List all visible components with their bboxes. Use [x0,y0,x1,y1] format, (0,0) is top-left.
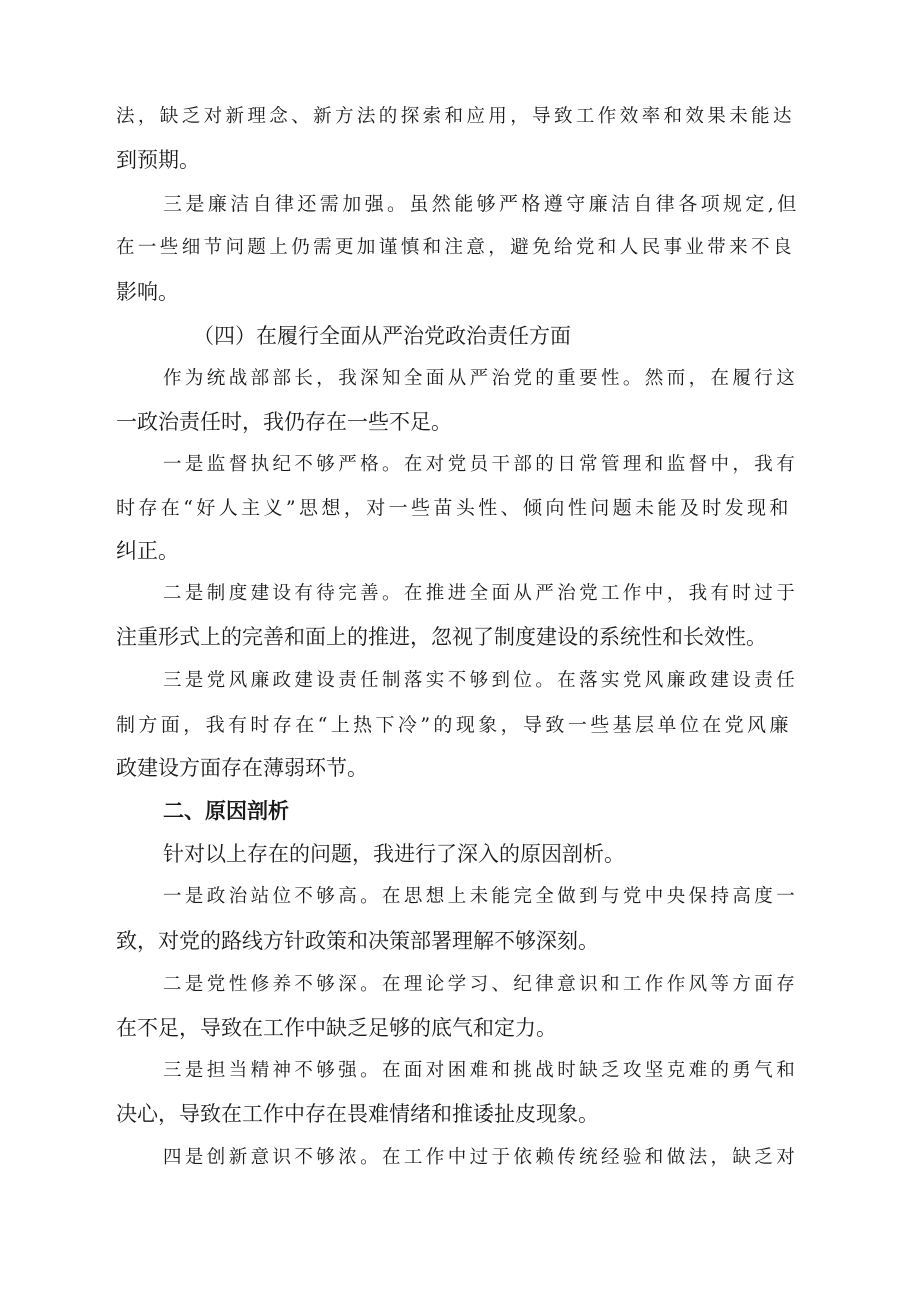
paragraph-line: 决心，导致在工作中存在畏难情绪和推诿扯皮现象。 [116,1102,599,1126]
paragraph-line: 影响。 [116,280,179,304]
paragraph-line: 二是党性修养不够深。在理论学习、纪律意识和工作作风等方面存 [163,974,799,995]
paragraph-line: 二是制度建设有待完善。在推进全面从严治党工作中，我有时过于 [163,583,799,604]
paragraph-line: 三是廉洁自律还需加强。虽然能够严格遵守廉洁自律各项规定,但 [163,193,800,215]
paragraph-line: 一政治责任时，我仍存在一些不足。 [116,410,452,434]
paragraph-line: 在不足，导致在工作中缺乏足够的底气和定力。 [116,1016,557,1040]
paragraph-line: 制方面，我有时存在“上热下冷”的现象，导致一些基层单位在党风廉 [116,714,792,736]
paragraph-line: 政建设方面存在薄弱环节。 [116,756,368,780]
paragraph-line: 针对以上存在的问题，我进行了深入的原因剖析。 [163,842,625,866]
paragraph-line: 一是政治站位不够高。在思想上未能完全做到与党中央保持高度一 [163,886,799,907]
paragraph-line: 到预期。 [116,148,200,172]
paragraph-line: 作为统战部部长，我深知全面从严治党的重要性。然而，在履行这 [163,368,799,389]
paragraph-line: 时存在“好人主义”思想，对一些苗头性、倾向性问题未能及时发现和 [116,497,792,519]
subsection-heading: （四）在履行全面从严治党政治责任方面 [193,324,571,348]
section-heading: 二、原因剖析 [163,799,289,823]
paragraph-line: 致，对党的路线方针政策和决策部署理解不够深刻。 [116,929,599,953]
paragraph-line: 法，缺乏对新理念、新方法的探索和应用，导致工作效率和效果未能达 [116,106,795,127]
paragraph-line: 三是担当精神不够强。在面对困难和挑战时缺乏攻坚克难的勇气和 [163,1060,799,1081]
paragraph-line: 注重形式上的完善和面上的推进，忽视了制度建设的系统性和长效性。 [116,625,767,649]
paragraph-line: 在一些细节问题上仍需更加谨慎和注意，避免给党和人民事业带来不良 [116,237,795,258]
paragraph-line: 四是创新意识不够浓。在工作中过于依赖传统经验和做法，缺乏对 [163,1147,799,1168]
paragraph-line: 三是党风廉政建设责任制落实不够到位。在落实党风廉政建设责任 [163,670,799,691]
paragraph-line: 一是监督执纪不够严格。在对党员干部的日常管理和监督中，我有 [163,454,799,475]
paragraph-line: 纠正。 [116,539,179,563]
